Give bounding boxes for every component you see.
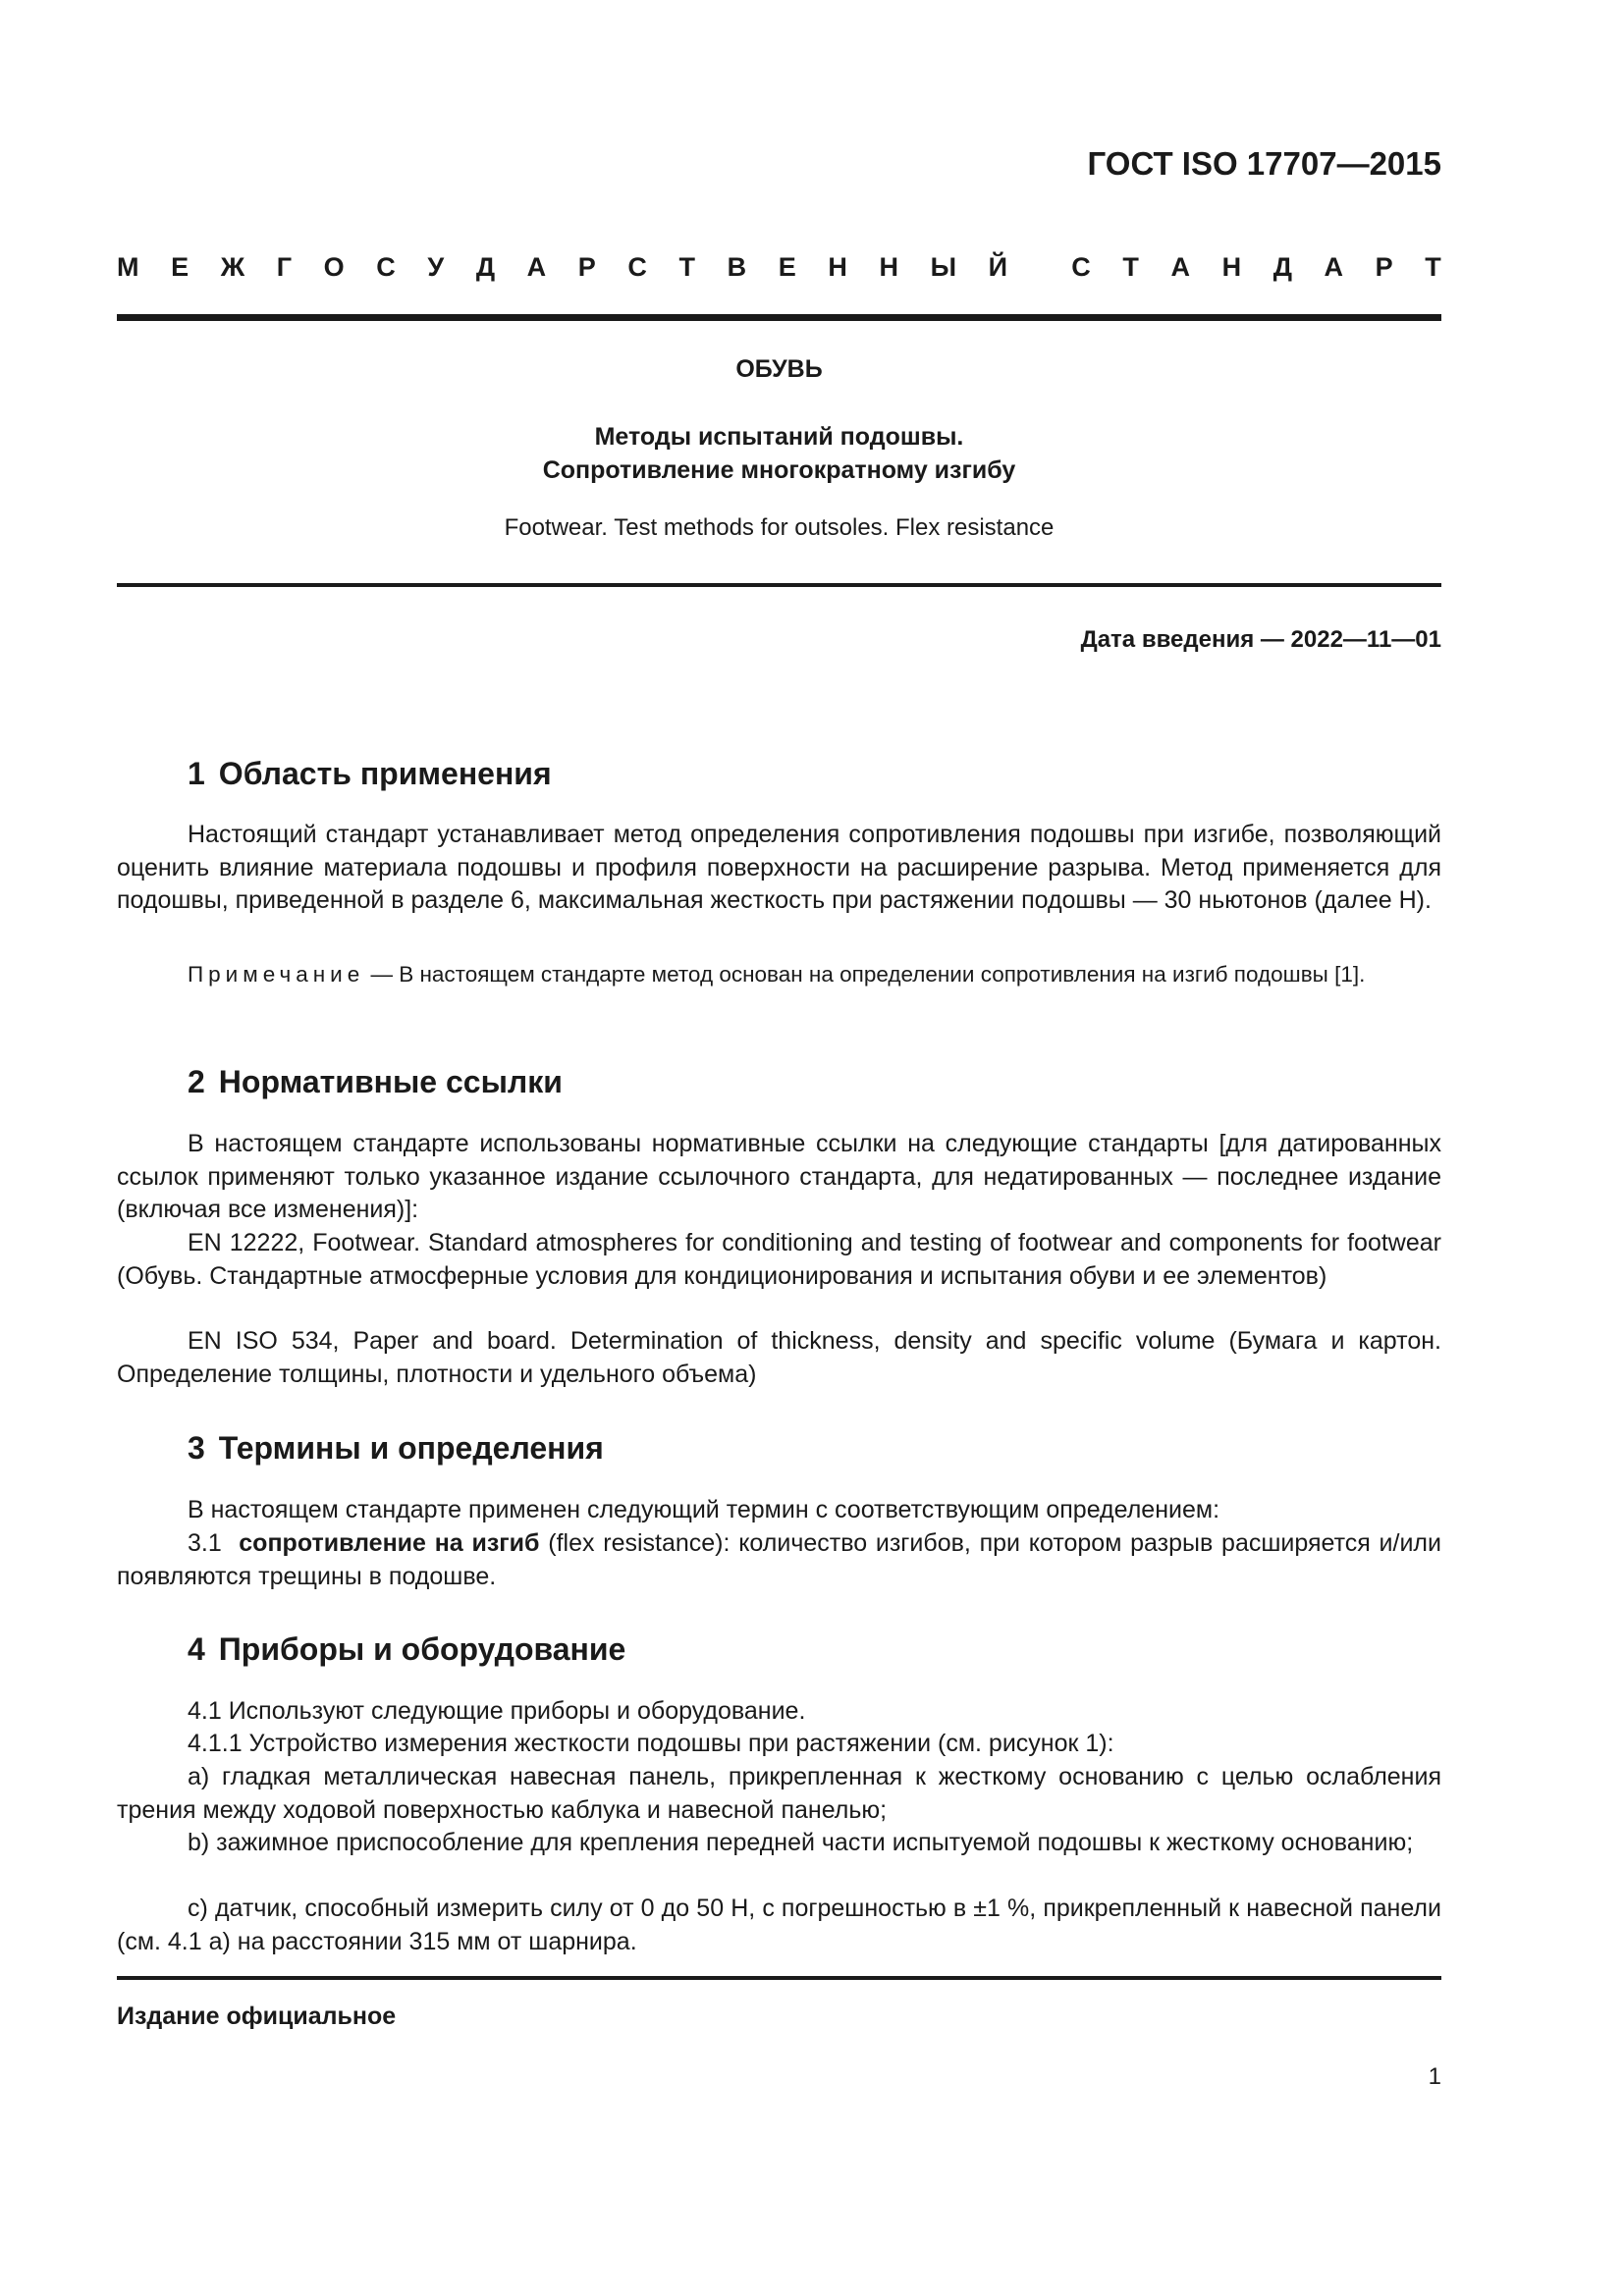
subtitle-line-1: Методы испытаний подошвы.: [594, 423, 964, 451]
document-title: ОБУВЬ: [735, 355, 823, 383]
section-title: Нормативные ссылки: [218, 1064, 563, 1099]
header-rule: [117, 314, 1441, 321]
caption-letter: Ж: [220, 252, 245, 282]
caption-letter: Д: [475, 252, 496, 282]
section-heading-scope: [188, 756, 552, 792]
document-page: [117, 0, 1441, 2296]
scope-note: [117, 959, 1441, 989]
caption-letter: Т: [1425, 252, 1441, 282]
section-heading-equipment: [188, 1631, 625, 1668]
section-title: Приборы и оборудование: [218, 1631, 626, 1667]
caption-letter: С: [376, 252, 396, 282]
caption-letter: А: [526, 252, 547, 282]
caption-letter: А: [1324, 252, 1344, 282]
document-code: ГОСТ ISO 17707—2015: [1087, 145, 1441, 182]
terms-paragraph: В настоящем стандарте применен следующий термин с соответствующим определением:: [188, 1496, 1220, 1523]
caption-letter: С: [1071, 252, 1091, 282]
document-subtitle: [117, 420, 1441, 487]
english-title: Footwear. Test methods for outsoles. Flex resistance: [504, 514, 1055, 541]
caption-letter: Д: [1272, 252, 1292, 282]
section-number: 3: [188, 1430, 205, 1466]
references-paragraph: В настоящем стандарте использованы нормативные ссылки на следующие стандарты [для датированных ссылок применяют только указанное издание ссылочного стандарта, для недатированных — последнее издание (включая все изменения)]:: [117, 1130, 1441, 1223]
section-number: 2: [188, 1064, 205, 1099]
caption-letter: С: [627, 252, 647, 282]
caption-letter: М: [117, 252, 139, 282]
caption-letter: У: [427, 252, 445, 282]
term-text: (flex resistance): количество изгибов, при котором разрыв расширяется и/или появляются трещины в подошве.: [117, 1529, 1441, 1590]
note-text: — В настоящем стандарте метод основан на определении сопротивления на изгиб подошвы [1].: [364, 962, 1366, 987]
note-label: Примечание: [188, 962, 365, 987]
subtitle-line-2: Сопротивление многократному изгибу: [542, 456, 1016, 484]
caption-letter: В: [727, 252, 747, 282]
caption-letter: Т: [678, 252, 696, 282]
caption-letter: А: [1170, 252, 1190, 282]
caption-letter: Е: [171, 252, 189, 282]
equipment-item-a: а) гладкая металлическая навесная панель, прикрепленная к жесткому основанию с целью ослабления трения между ходовой поверхностью каблука и навесной панелью;: [117, 1763, 1441, 1824]
scope-paragraph: Настоящий стандарт устанавливает метод определения сопротивления подошвы при изгибе, позволяющий оценить влияние материала подошвы и профиля поверхности на расширение разрыва. Метод применяется для подошвы, приведенной в разделе 6, максимальная жесткость при растяжении подошвы — 30 ньютонов (далее Н).: [117, 821, 1441, 914]
equipment-item-b: b) зажимное приспособление для крепления передней части испытуемой подошвы к жесткому основанию;: [188, 1829, 1414, 1856]
caption-letter: Н: [879, 252, 898, 282]
caption-letter: Е: [778, 252, 796, 282]
title-rule: [117, 583, 1441, 587]
section-heading-terms: [188, 1430, 604, 1467]
term-definition: [117, 1527, 1441, 1593]
caption-letter: Р: [1375, 252, 1393, 282]
equipment-paragraph-4-1-1: 4.1.1 Устройство измерения жесткости подошвы при растяжении (см. рисунок 1):: [188, 1730, 1114, 1757]
reference-en-12222: EN 12222, Footwear. Standard atmospheres for conditioning and testing of footwear and components for footwear (Обувь. Стандартные атмосферные условия для кондиционирования и испытания обуви и ее элементов): [117, 1229, 1441, 1290]
section-number: 1: [188, 756, 205, 791]
edition-label: Издание официальное: [117, 2002, 397, 2030]
equipment-item-c: c) датчик, способный измерить силу от 0 до 50 Н, с погрешностью в ±1 %, прикрепленный к навесной панели (см. 4.1 а) на расстоянии 315 мм от шарнира.: [117, 1895, 1441, 1955]
page-number: 1: [1428, 2063, 1441, 2090]
standard-type-caption: [117, 252, 1441, 283]
section-heading-references: [188, 1064, 563, 1100]
footer-rule: [117, 1976, 1441, 1980]
section-title: Область применения: [218, 756, 552, 791]
introduction-date: Дата введения — 2022—11—01: [1080, 626, 1441, 653]
caption-letter: Т: [1122, 252, 1139, 282]
equipment-paragraph-4-1: 4.1 Используют следующие приборы и оборудование.: [188, 1697, 806, 1725]
caption-letter: Й: [988, 252, 1008, 282]
caption-letter: Н: [1221, 252, 1242, 282]
caption-letter: Р: [577, 252, 596, 282]
term-name: сопротивление на изгиб: [239, 1529, 540, 1557]
caption-letter: Н: [828, 252, 847, 282]
section-number: 4: [188, 1631, 205, 1667]
section-title: Термины и определения: [218, 1430, 604, 1466]
caption-letter: Ы: [930, 252, 957, 282]
term-number: 3.1: [188, 1529, 222, 1557]
caption-letter: О: [323, 252, 345, 282]
caption-letter: Г: [276, 252, 293, 282]
reference-en-iso-534: EN ISO 534, Paper and board. Determination of thickness, density and specific volume (Бумага и картон. Определение толщины, плотности и удельного объема): [117, 1327, 1441, 1388]
